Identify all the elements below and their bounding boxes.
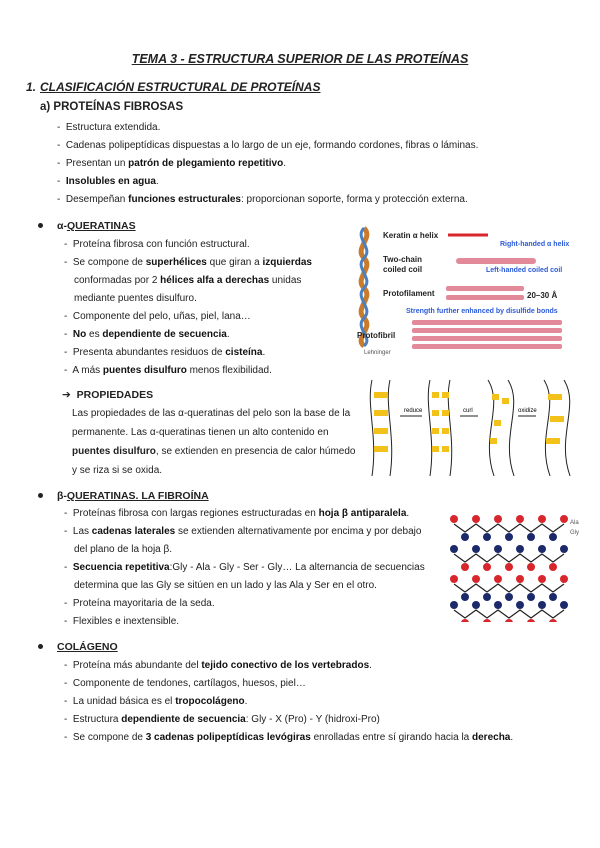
list-item: - Desempeñan funciones estructurales: proporcionan soporte, forma y protección externa. (57, 194, 468, 205)
hair-strand-group-1 (370, 380, 391, 476)
residue-bead (560, 545, 568, 553)
strength-label: Strength further enhanced by disulfide bonds (406, 308, 558, 315)
residue-bead (461, 533, 469, 541)
residue-bead (505, 563, 513, 571)
residue-bead (527, 593, 535, 601)
residue-bead (494, 515, 502, 523)
propiedades-heading: ➔ PROPIEDADES (62, 389, 154, 401)
list-item: - Se compone de 3 cadenas polipeptídicas levógiras enrolladas entre sí girando hacia la derecha. (64, 732, 514, 743)
residue-bead (527, 533, 535, 541)
residue-bead (549, 593, 557, 601)
bullet-icon (38, 493, 43, 498)
list-item: - Proteína mayoritaria de la seda. (64, 598, 215, 609)
protofibril-rod-2 (412, 328, 562, 333)
residue-bead (472, 545, 480, 553)
arrow-right-icon: ➔ (62, 389, 71, 401)
keratin-structure-figure (352, 220, 582, 360)
strand-backbone (454, 524, 564, 532)
residue-bead (549, 563, 557, 571)
residue-bead (516, 515, 524, 523)
residue-bead (527, 619, 535, 622)
residue-bead (494, 545, 502, 553)
hair-strand-group-3 (488, 380, 514, 476)
protofilament-label: Protofilament (383, 289, 435, 298)
colageno-list (64, 657, 513, 747)
dimension-label: 20–30 Å (527, 291, 558, 300)
residue-bead (483, 533, 491, 541)
alpha-list (64, 236, 312, 380)
list-item: - Presenta abundantes residuos de cisteína. (64, 347, 266, 358)
residue-bead (560, 515, 568, 523)
residue-bead (538, 575, 546, 583)
protofilament-rod-2 (446, 295, 524, 300)
residue-bead (549, 619, 557, 622)
coiled-coil-label: coiled coil (383, 265, 423, 274)
bullet-icon (38, 644, 43, 649)
residue-bead (516, 601, 524, 609)
residue-bead (472, 575, 480, 583)
beta-list (64, 505, 425, 631)
curl-label: curl (463, 408, 473, 414)
colageno-heading: COLÁGENO (38, 641, 118, 653)
residue-bead (461, 563, 469, 571)
list-item: - Flexibles e inextensible. (64, 616, 180, 627)
residue-bead (450, 575, 458, 583)
beta-queratinas-heading: β-QUERATINAS. LA FIBROÍNA (38, 490, 209, 502)
alpha-queratinas-heading: α-QUERATINAS (38, 220, 136, 232)
residue-bead (450, 545, 458, 553)
residue-bead (461, 593, 469, 601)
residue-bead (516, 575, 524, 583)
residue-bead (538, 601, 546, 609)
section-heading (26, 80, 320, 94)
list-item: conformadas por 2 hélices alfa a derechas unidas (74, 275, 302, 286)
ala-legend: Ala (570, 520, 579, 526)
list-item: - No es dependiente de secuencia. (64, 329, 230, 340)
residue-bead (483, 619, 491, 622)
list-item: - Secuencia repetitiva:Gly - Ala - Gly - Ser - Gly… La alternancia de secuencias (64, 562, 425, 573)
oxidize-label: oxidize (518, 408, 537, 414)
residue-bead (560, 601, 568, 609)
hair-strand-group-2 (428, 380, 451, 476)
residue-bead (450, 515, 458, 523)
protofibril-rod-4 (412, 344, 562, 349)
residue-bead (538, 515, 546, 523)
residue-bead (527, 563, 535, 571)
strand-backbone (454, 554, 564, 562)
protofilament-rod-1 (446, 286, 524, 291)
left-handed-label: Left-handed coiled coil (486, 267, 563, 274)
list-item: - Componente de tendones, cartílagos, huesos, piel… (64, 678, 306, 689)
list-item: del plano de la hoja β. (74, 544, 173, 555)
list-item: - Las cadenas laterales se extienden alternativamente por encima y por debajo (64, 526, 422, 537)
residue-bead (494, 601, 502, 609)
coiled-coil-rod (456, 258, 536, 264)
protofibril-label: Protofibril (357, 331, 396, 340)
page-title: TEMA 3 - ESTRUCTURA SUPERIOR DE LAS PROTEÍNAS (131, 52, 469, 66)
residue-bead (472, 601, 480, 609)
figure-credit: Lehninger (364, 350, 391, 356)
residue-bead (461, 619, 469, 622)
section-number: 1. (26, 80, 37, 94)
fibrosas-list (57, 119, 478, 209)
subsection-heading-a: a) PROTEÍNAS FIBROSAS (40, 101, 184, 113)
reduce-label: reduce (404, 408, 423, 414)
section-label: CLASIFICACIÓN ESTRUCTURAL DE PROTEÍNAS (40, 80, 321, 94)
right-handed-label: Right-handed α helix (500, 241, 570, 248)
two-chain-label: Two-chain (383, 255, 422, 264)
residue-bead (483, 563, 491, 571)
list-item: - Proteínas fibrosa con largas regiones estructuradas en hoja β antiparalela. (64, 508, 410, 519)
beta-sheet-figure (448, 510, 588, 622)
residue-bead (483, 593, 491, 601)
keratin-helix-label: Keratin α helix (383, 231, 439, 240)
list-item: - A más puentes disulfuro menos flexibilidad. (64, 365, 272, 376)
residue-bead (450, 601, 458, 609)
residue-bead (549, 533, 557, 541)
list-item: - Insolubles en agua. (57, 176, 159, 187)
list-item: - La unidad básica es el tropocolágeno. (64, 696, 248, 707)
gly-legend: Gly (570, 530, 579, 536)
bullet-icon (38, 223, 43, 228)
residue-bead (538, 545, 546, 553)
list-item: - Componente del pelo, uñas, piel, lana… (64, 311, 251, 322)
residue-bead (505, 533, 513, 541)
hair-strand-group-4 (544, 380, 570, 476)
strand-backbone (454, 610, 564, 618)
list-item: - Se compone de superhélices que giran a izquierdas (64, 257, 312, 268)
residue-bead (516, 545, 524, 553)
residue-bead (505, 619, 513, 622)
permanent-wave-figure (364, 376, 576, 480)
residue-bead (505, 593, 513, 601)
strand-backbone (454, 584, 564, 592)
residue-bead (494, 575, 502, 583)
list-item: - Proteína más abundante del tejido conectivo de los vertebrados. (64, 660, 372, 671)
list-item: - Estructura dependiente de secuencia: Gly - X (Pro) - Y (hidroxi-Pro) (64, 714, 380, 725)
list-item: - Proteína fibrosa con función estructural. (64, 239, 250, 250)
list-item: - Presentan un patrón de plegamiento repetitivo. (57, 158, 286, 169)
beta-sheet-strands (450, 515, 568, 622)
propiedades-paragraph: Las propiedades de las α-queratinas del pelo son la base de la permanente. Las α-queratinas tienen un alto contenido en puentes disulfuro, se extienden en presencia de calor húmedo y se riza si se oxida. (72, 408, 356, 476)
list-item: determina que las Gly se sitúen en un lado y las Ala y Ser en el otro. (74, 580, 377, 591)
protofibril-rod-1 (412, 320, 562, 325)
protofibril-rod-3 (412, 336, 562, 341)
list-item: mediante puentes disulfuro. (74, 293, 197, 304)
list-item: - Estructura extendida. (57, 122, 161, 133)
residue-bead (472, 515, 480, 523)
list-item: - Cadenas polipeptídicas dispuestas a lo largo de un eje, formando cordones, fibras o láminas. (57, 140, 479, 151)
residue-bead (560, 575, 568, 583)
